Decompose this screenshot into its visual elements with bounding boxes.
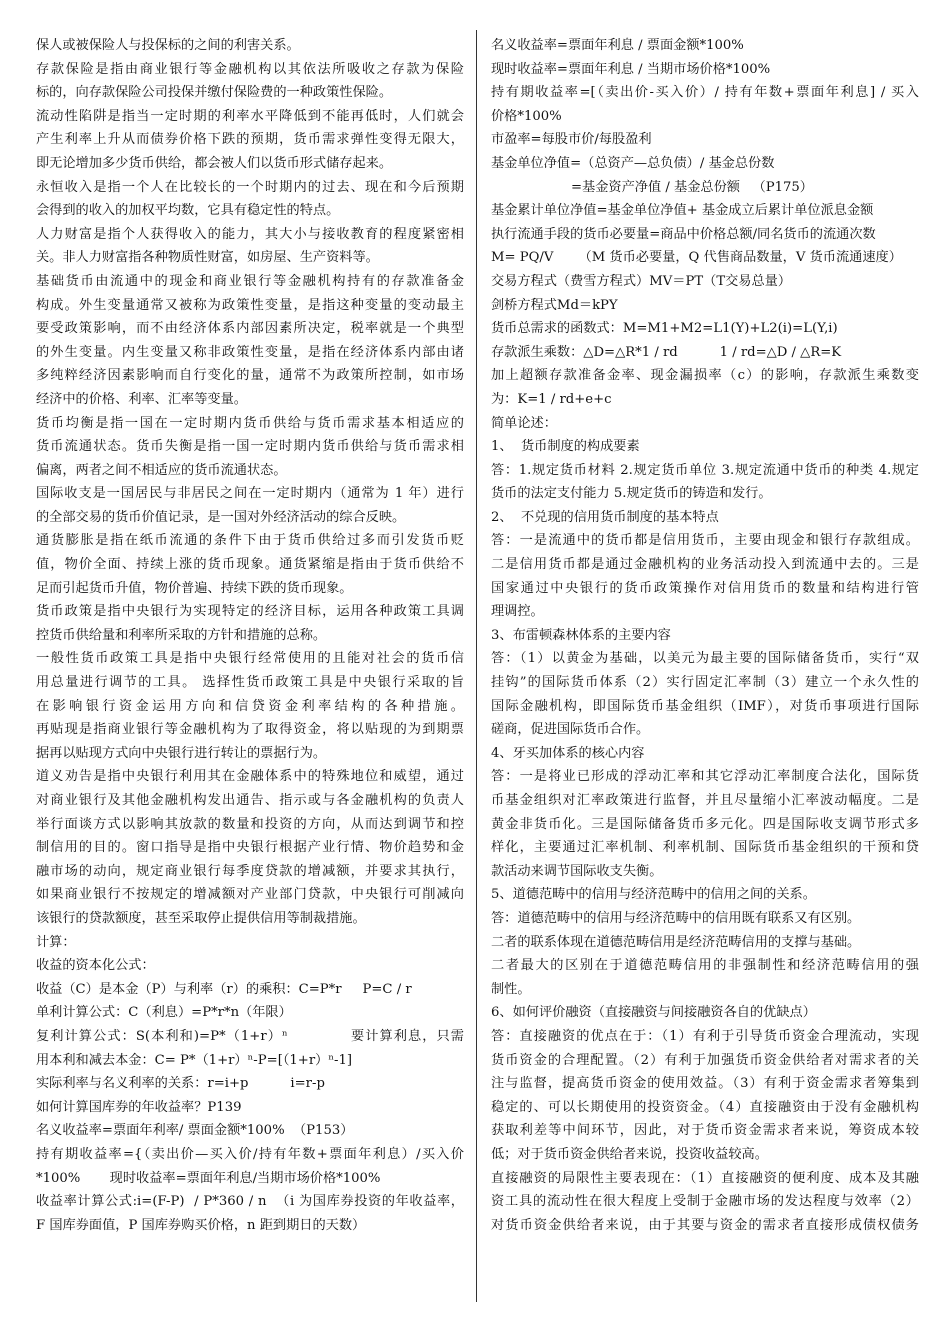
text-line: 货币总需求的函数式：M=M1+M2=L1(Y)+L2(i)=L(Y,i) [491,321,838,337]
text-line: 偏离，两者之间不相适应的货币流通状态。 [36,462,287,478]
text-line: 理调控。 [491,604,544,620]
text-line: 基金累计单位净值=基金单位净值+ 基金成立后累计单位派息金额 [491,203,874,219]
text-line: 举行面谈方式以影响其放款的数量和投资的方向，从而达到调节和控 [36,816,464,832]
text-line: 存款派生乘数：△D=△R*1 / rd 1 / rd=△D / △R=K [491,344,842,360]
text-line: 构成。外生变量通常又被称为政策性变量，是指这种变量的变动最主 [36,297,464,313]
text-line: 名义收益率=票面年利率/ 票面金额*100% （P153） [36,1123,354,1139]
text-line: 人力财富是指个人获得收入的能力，其大小与接收教育的程度紧密相 [36,226,464,242]
text-line: 实际利率与名义利率的关系：r=i+p i=r-p [36,1076,325,1092]
text-line: 的外生变量。内生变量又称非政策性变量，是指在经济体系内部由诸 [36,344,464,360]
text-line: 答：（1）以黄金为基础，以美元为最主要的国际储备货币，实行“双 [491,651,919,667]
text-line: 复利计算公式：S(本利和)=P*（1+r）ⁿ 要计算利息，只需 [36,1028,464,1044]
text-line: 简单论述： [491,415,557,431]
text-line: 1、 货币制度的构成要素 [491,439,640,455]
text-line: 磋商，促进国际货币合作。 [491,722,650,738]
text-line: 为：K=1 / rd+e+c [491,391,612,407]
text-line: 价格*100% [491,108,562,124]
text-line: 计算： [36,934,76,950]
text-line: 交易方程式（费雪方程式）MV＝PT（T交易总量） [491,273,792,289]
text-line: F 国库券面值，P 国库券购买价格，n 距到期日的天数） [36,1217,366,1233]
text-line: 答：一是流通中的货币都是信用货币，主要由现金和银行存款组成。 [491,533,919,549]
text-line: 答：1.规定货币材料 2.规定货币单位 3.规定流通中货币的种类 4.规定 [491,462,919,478]
text-line: 国际收支是一国居民与非居民之间在一定时期内（通常为 1 年）进行 [36,486,464,502]
text-line: 关。非人力财富指各种物质性财富，如房屋、生产资料等。 [36,250,379,266]
text-line: 二是信用货币都是通过金融机构的业务活动投入到流通中去的。三是 [491,557,919,573]
text-line: 货币的法定支付能力 5.规定货币的铸造和发行。 [491,486,772,502]
text-line: 即无论增加多少货币供给，都会被人们以货币形式储存起来。 [36,155,393,171]
text-line: M= PQ/V （M 货币必要量，Q 代售商品数量，V 货币流通速度） [491,250,902,266]
text-line: 值，物价全面、持续上涨的货币现象。通货紧缩是指由于货币供给不 [36,557,464,573]
text-line: 执行流通手段的货币必要量=商品中价格总额/同名货币的流通次数 [491,226,876,242]
text-line: 存款保险是指由商业银行等金融机构以其依法所吸收之存款为保险 [36,61,464,77]
text-line: =基金资产净值 / 基金总份额 （P175） [571,179,813,195]
text-line: 如何计算国库券的年收益率？P139 [36,1099,242,1115]
text-line: 国家通过中央银行的货币政策操作对信用货币的数量和结构进行管 [491,580,919,596]
text-line: 持有期收益率={（卖出价—买入价/持有年数+票面年利息）/买入价 [36,1146,464,1162]
text-line: 多纯粹经济因素影响而自行变化的量，通常不为政策所控制，如市场 [36,368,464,384]
text-line: 据再以贴现方式向中央银行进行转让的票据行为。 [36,745,327,761]
text-line: 基金单位净值=（总资产—总负债）/ 基金总份数 [491,155,775,171]
left-text-column [36,34,464,1237]
text-line: 货币均衡是指一国在一定时期内货币供给与货币需求基本相适应的 [36,415,464,431]
text-line: 标的，向存款保险公司投保并缴付保险费的一种政策性保险。 [36,85,393,101]
text-line: 通货膨胀是指在纸币流通的条件下由于货币供给过多而引发货币贬 [36,533,464,549]
text-line: 会得到的收入的加权平均数，它具有稳定性的特点。 [36,203,340,219]
text-line: 二者的联系体现在道德范畴信用是经济范畴信用的支撑与基础。 [491,934,861,950]
text-line: 币基金组织对汇率政策进行监督，并且尽量缩小汇率波动幅度。二是 [491,793,919,808]
text-line: 流动性陷阱是指当一定时期的利率水平降低到不能再低时，人们就会 [36,108,464,124]
text-line: 用本利和减去本金：C= P*（1+r）ⁿ-P=[（1+r）ⁿ-1] [36,1052,353,1068]
text-line: 单利计算公式：C（利息）=P*r*n（年限） [36,1005,292,1021]
text-line: 2、 不兑现的信用货币制度的基本特点 [491,509,719,525]
text-line: 用总量进行调节的工具。 选择性货币政策工具是中央银行采取的旨 [36,675,464,691]
column-divider [476,30,477,1302]
text-line: 注与监督，提高货币资金的使用效益。（3）有利于资金需求者筹集到 [491,1076,919,1092]
text-line: 答：直接融资的优点在于：（1）有利于引导货币资金合理流动，实现 [491,1028,919,1044]
text-line: 黄金非货币化。三是国际储备货币多元化。四是国际收支调节形式多 [491,816,919,832]
text-line: 4、牙买加体系的核心内容 [491,745,645,761]
text-line: 直接融资的局限性主要表现在：（1）直接融资的便利度、成本及其融 [491,1170,919,1186]
text-line: 货币资金的合理配置。（2）有利于加强货币资金供给者对需求者的关 [491,1052,919,1068]
text-line: 在影响银行资金运用方向和信贷资金利率结构的各种措施。 [36,698,464,714]
text-line: 市盈率=每股市价/每股盈利 [491,132,652,148]
text-line: 保人或被保险人与投保标的之间的利害关系。 [36,38,300,53]
text-line: 3、布雷顿森林体系的主要内容 [491,627,671,643]
text-line: 货币流通状态。货币失衡是指一国一定时期内货币供给与货币需求相 [36,439,464,455]
text-line: 样化，主要通过汇率机制、利率机制、国际货币基金组织的干预和贷 [491,840,919,856]
text-line: 如果商业银行不按规定的增减额对产业部门贷款，中央银行可削减向 [36,887,464,903]
text-line: 持有期收益率=[（卖出价-买入价）/ 持有年数+票面年利息] / 买入 [491,85,919,101]
text-line: 货币政策是指中央银行为实现特定的经济目标，运用各种政策工具调 [36,604,464,620]
text-line: 收益率计算公式:i=(F-P) / P*360 / n （i 为国库券投资的年收益率， [36,1194,464,1210]
text-line: 产生利率上升从而债券价格下跌的预期，货币需求弹性变得无限大， [36,132,464,148]
text-line: 要受政策影响，而不由经济体系内部因素所决定，税率就是一个典型 [36,321,464,337]
text-line: 名义收益率=票面年利息 / 票面金额*100% [491,38,744,53]
text-line: 制性。 [491,981,531,997]
text-line: 现时收益率=票面年利息 / 当期市场价格*100% [491,61,771,77]
text-line: 制信用的目的。窗口指导是指中央银行根据产业行情、物价趋势和金 [36,840,464,856]
text-line: 挂钩”的国际货币体系（2）实行固定汇率制（3）建立一个永久性的 [491,675,919,691]
text-line: 资工具的流动性在很大程度上受制于金融市场的发达程度与效率（2） [491,1194,919,1210]
text-line: 该银行的贷款额度，甚至采取停止提供信用等制裁措施。 [36,910,366,926]
text-line: *100% 现时收益率=票面年利息/当期市场价格*100% [36,1170,381,1186]
text-line: 足而引起货币升值，物价普遍、持续下跌的货币现象。 [36,580,353,596]
text-line: 获取利差等中间环节，因此，对于货币资金需求者来说，筹资成本较 [491,1123,919,1139]
text-line: 融市场的动向，规定商业银行每季度贷款的增减额，并要求其执行， [36,863,464,879]
text-line: 的全部交易的货币价值记录，是一国对外经济活动的综合反映。 [36,509,406,525]
text-line: 基础货币由流通中的现金和商业银行等金融机构持有的存款准备金 [36,273,464,289]
text-line: 对货币资金供给者来说，由于其要与资金的需求者直接形成债权债务 [491,1217,919,1233]
text-line: 控货币供给量和利率所采取的方针和措施的总称。 [36,627,327,643]
text-line: 经济中的价格、利率、汇率等变量。 [36,391,247,407]
text-line: 国际金融机构，即国际货币基金组织（IMF），对货币事项进行国际 [491,698,919,714]
text-line: 答：道德范畴中的信用与经济范畴中的信用既有联系又有区别。 [491,910,861,926]
text-line: 收益（C）是本金（P）与利率（r）的乘积：C=P*r P=C / r [36,981,412,997]
text-line: 道义劝告是指中央银行利用其在金融体系中的特殊地位和威望，通过 [36,769,464,785]
text-line: 加上超额存款准备金率、现金漏损率（c）的影响，存款派生乘数变 [491,368,919,384]
text-line: 答：一是将业已形成的浮动汇率和其它浮动汇率制度合法化，国际货 [491,769,919,785]
text-line: 二者最大的区别在于道德范畴信用的非强制性和经济范畴信用的强 [491,958,919,974]
text-line: 稳定的、可以长期使用的投资资金。（4）直接融资由于没有金融机构 [491,1099,919,1115]
text-line: 6、如何评价融资（直接融资与间接融资各自的优缺点） [491,1005,816,1021]
text-line: 永恒收入是指一个人在比较长的一个时期内的过去、现在和今后预期 [36,179,464,195]
text-line: 对商业银行及其他金融机构发出通告、指示或与各金融机构的负责人 [36,793,464,808]
right-text-column [491,34,919,1237]
text-line: 低；对于货币资金供给者来说，投资收益较高。 [491,1146,768,1162]
text-line: 5、道德范畴中的信用与经济范畴中的信用之间的关系。 [491,887,816,903]
text-line: 剑桥方程式Md＝kPY [491,297,618,313]
text-line: 收益的资本化公式： [36,958,155,974]
text-line: 再贴现是指商业银行等金融机构为了取得资金，将以贴现的为到期票 [36,722,464,738]
text-line: 一般性货币政策工具是指中央银行经常使用的且能对社会的货币信 [36,651,464,667]
text-line: 款活动来调节国际收支失衡。 [491,863,663,879]
